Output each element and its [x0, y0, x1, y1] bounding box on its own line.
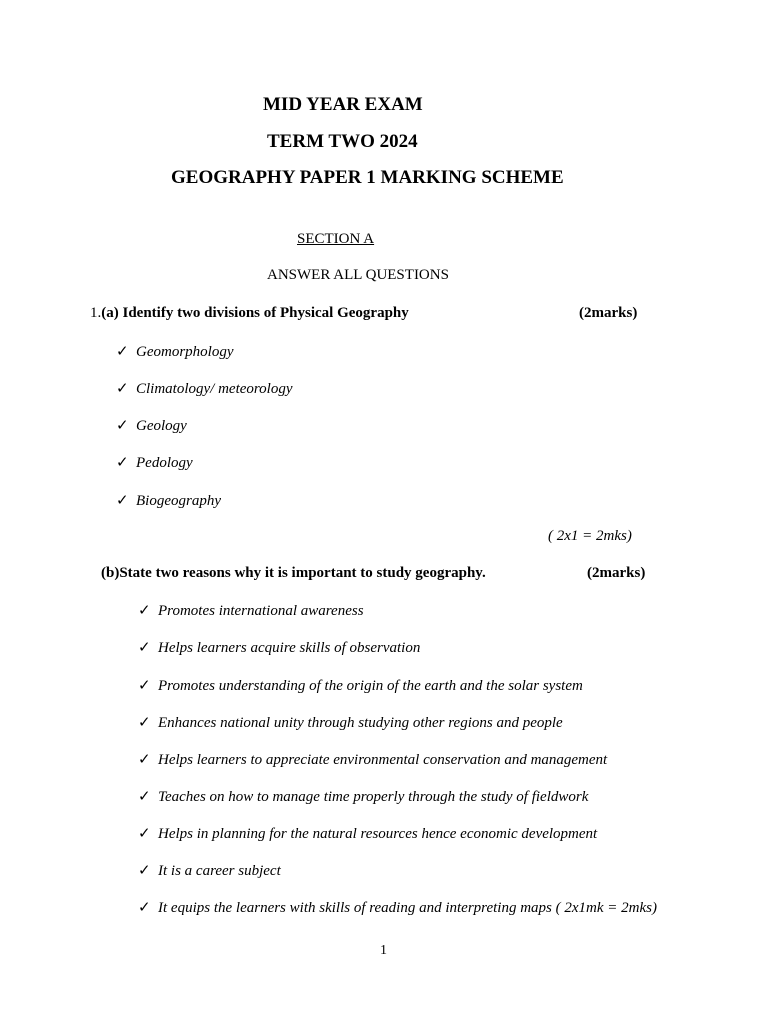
- check-icon: ✓: [138, 715, 151, 731]
- term-title: TERM TWO 2024: [267, 131, 418, 152]
- check-icon: ✓: [138, 900, 151, 916]
- answer-item: ✓ It equips the learners with skills of reading and interpreting maps ( 2x1mk = 2mks): [138, 900, 657, 916]
- page-number: 1: [380, 943, 387, 958]
- check-icon: ✓: [116, 344, 129, 360]
- answer-item: ✓ Climatology/ meteorology: [116, 381, 293, 397]
- question-number: 1.: [90, 305, 102, 321]
- answer-item: ✓ Helps learners to appreciate environmental conservation and management: [138, 752, 608, 768]
- exam-title: MID YEAR EXAM: [263, 94, 423, 115]
- check-icon: ✓: [138, 640, 151, 656]
- answer-item: ✓ It is a career subject: [138, 863, 281, 879]
- section-instruction: ANSWER ALL QUESTIONS: [267, 267, 449, 283]
- check-icon: ✓: [138, 678, 151, 694]
- answer-item: ✓ Teaches on how to manage time properly through the study of fieldwork: [138, 789, 589, 805]
- check-icon: ✓: [116, 418, 129, 434]
- answer-item: ✓ Helps learners acquire skills of observation: [138, 640, 421, 656]
- check-icon: ✓: [138, 863, 151, 879]
- answer-item: ✓ Helps in planning for the natural resources hence economic development: [138, 826, 598, 842]
- answer-item: ✓ Geology: [116, 418, 187, 434]
- check-icon: ✓: [138, 826, 151, 842]
- answer-item: ✓ Enhances national unity through studying other regions and people: [138, 715, 563, 731]
- question-1b-marks: (2marks): [587, 565, 646, 581]
- paper-title: GEOGRAPHY PAPER 1 MARKING SCHEME: [171, 167, 564, 188]
- check-icon: ✓: [116, 493, 129, 509]
- answer-item: ✓ Geomorphology: [116, 344, 234, 360]
- question-1a: [90, 305, 409, 322]
- check-icon: ✓: [116, 381, 129, 397]
- question-1b-text: (b)State two reasons why it is important to study geography.: [101, 565, 486, 581]
- check-icon: ✓: [138, 603, 151, 619]
- check-icon: ✓: [138, 752, 151, 768]
- question-1a-marks: (2marks): [579, 305, 638, 321]
- marks-summary: ( 2x1 = 2mks): [548, 528, 632, 544]
- check-icon: ✓: [138, 789, 151, 805]
- check-icon: ✓: [116, 455, 129, 471]
- section-title: SECTION A: [297, 231, 375, 247]
- answer-item: ✓ Promotes international awareness: [138, 603, 364, 619]
- answer-item: ✓ Pedology: [116, 455, 193, 471]
- answer-item: ✓ Biogeography: [116, 493, 221, 509]
- question-1a-text: (a) Identify two divisions of Physical Geography: [101, 305, 409, 321]
- answer-item: ✓ Promotes understanding of the origin of the earth and the solar system: [138, 678, 583, 694]
